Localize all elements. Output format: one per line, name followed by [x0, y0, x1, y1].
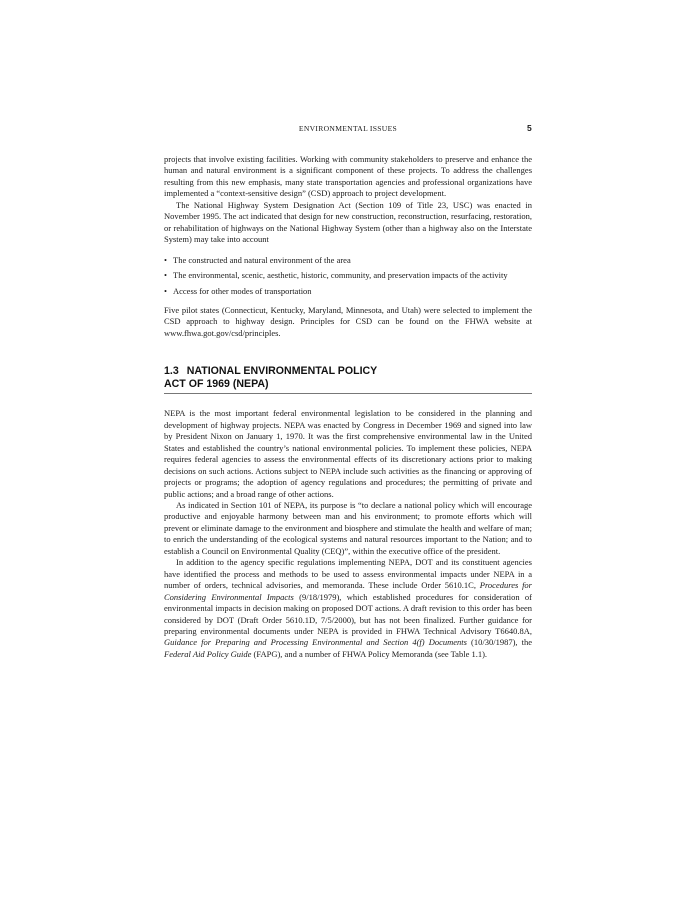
intro-paragraph-3: Five pilot states (Connecticut, Kentucky, Maryland, Minnesota, and Utah) were selected to implement the CSD approach to highway design. Principles for CSD can be found on the FHWA website at www.fhwa.got.gov/csd/principles.	[164, 304, 532, 338]
list-item	[164, 255, 532, 266]
section-title-line-1: NATIONAL ENVIRONMENTAL POLICY	[186, 365, 378, 378]
text-run: (9/18/1979), which established procedures for consideration of environmental impacts in decision making on proposed DOT actions. A draft revision to this order has been considered by DOT (Draft Order 5610.1D, 7/5/2000), but has not been finalized. Further guidance for preparing environmental documents under NEPA is provided in FHWA Technical Advisory T6640.8A,	[164, 591, 532, 636]
section-paragraph-1: NEPA is the most important federal environmental legislation to be considered in the planning and development of highway projects. NEPA was enacted by Congress in December 1969 and signed into law by President Nixon on January 1, 1970. It was the first comprehensive environmental law in the United States and established the country’s national environmental policies. To implement these policies, NEPA requires federal agencies to assess the environmental effects of its discretionary actions prior to making decisions on such actions. Actions subject to NEPA include such activities as the financing or approving of projects or programs; the adoption of agency regulations and procedures; the permitting of private and public actions; and a broad range of other actions.	[164, 408, 532, 499]
list-item	[164, 270, 532, 281]
bullet-marker: •	[164, 254, 167, 265]
section-body	[164, 408, 532, 660]
page-number: 5	[526, 123, 532, 133]
list-item-text: Access for other modes of transportation	[173, 285, 312, 296]
text-run: (FAPG), and a number of FHWA Policy Memoranda (see Table 1.1).	[251, 648, 488, 659]
text-run: (10/30/1987), the	[466, 637, 532, 648]
bullet-list	[164, 255, 532, 297]
list-item-text: The constructed and natural environment of the area	[173, 254, 351, 265]
list-item	[164, 286, 532, 297]
citation-title: Federal Aid Policy Guide	[164, 648, 252, 659]
citation-title: Guidance for Preparing and Processing Environmental and Section 4(f) Documents	[164, 637, 467, 648]
running-title: ENVIRONMENTAL ISSUES	[298, 124, 398, 133]
intro-paragraph-2: The National Highway System Designation Act (Section 109 of Title 23, USC) was enacted in November 1995. The act indicated that design for new construction, reconstruction, resurfacing, restoration, or rehabilitation of highways on the National Highway System (other than a highway also on the Interstate System) may take into account	[164, 199, 532, 245]
running-header	[164, 124, 532, 138]
list-item-text: The environmental, scenic, aesthetic, historic, community, and preservation impacts of the activity	[173, 270, 508, 281]
bullet-marker: •	[164, 285, 167, 296]
citation-title: Procedures for Considering Environmental Impacts	[164, 580, 532, 602]
section-paragraph-3	[164, 557, 532, 660]
bullet-marker: •	[164, 270, 167, 281]
section-heading-line-1	[164, 365, 532, 378]
section-number: 1.3	[164, 365, 179, 378]
intro-paragraph-1: projects that involve existing facilities. Working with community stakeholders to preserve and enhance the human and natural environment is a significant component of these projects. To address the challenges resulting from this new emphasis, many state transportation agencies and professional organizations have implemented a “context-sensitive design” (CSD) approach to project development.	[164, 154, 532, 199]
section-paragraph-2: As indicated in Section 101 of NEPA, its purpose is “to declare a national policy which will encourage productive and enjoyable harmony between man and his environment; to promote efforts which will prevent or eliminate damage to the environment and biosphere and stimulate the health and welfare of man; to enrich the understanding of the ecological systems and natural resources important to the Nation; and to establish a Council on Environmental Quality (CEQ)”, within the executive office of the president.	[164, 499, 532, 556]
section-title-line-2: ACT OF 1969 (NEPA)	[164, 377, 269, 390]
document-page	[164, 124, 532, 660]
section-heading	[164, 365, 532, 394]
text-run: In addition to the agency specific regulations implementing NEPA, DOT and its constituent agencies have identified the process and methods to be used to assess environmental impacts under NEPA in a number of orders, technical advisories, and memoranda. These include Order 5610.1C,	[164, 557, 532, 591]
